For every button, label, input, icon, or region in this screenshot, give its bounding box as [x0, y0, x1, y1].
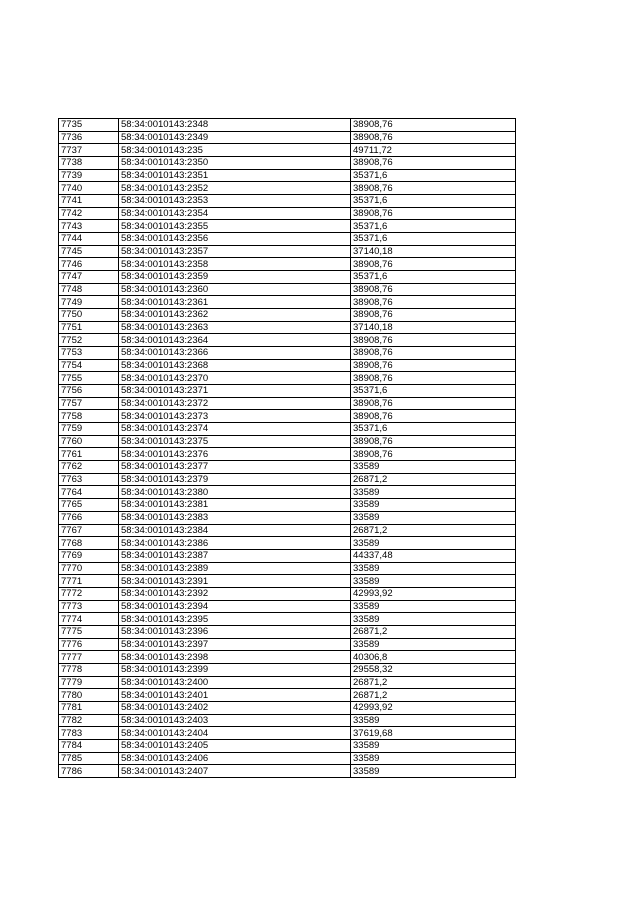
- value-cell: 33589: [351, 714, 516, 727]
- cadastral-number-cell: 58:34:0010143:2375: [119, 435, 351, 448]
- row-number-cell: 7779: [59, 676, 119, 689]
- value-cell: 35371,6: [351, 233, 516, 246]
- value-cell: 38908,76: [351, 207, 516, 220]
- cadastral-number-cell: 58:34:0010143:2374: [119, 423, 351, 436]
- row-number-cell: 7769: [59, 549, 119, 562]
- table-row: [59, 182, 516, 195]
- table-row: [59, 486, 516, 499]
- cadastral-number-cell: 58:34:0010143:2405: [119, 739, 351, 752]
- table-row: [59, 511, 516, 524]
- cadastral-number-cell: 58:34:0010143:2403: [119, 714, 351, 727]
- row-number-cell: 7737: [59, 144, 119, 157]
- cadastral-number-cell: 58:34:0010143:2364: [119, 334, 351, 347]
- value-cell: 35371,6: [351, 220, 516, 233]
- row-number-cell: 7784: [59, 739, 119, 752]
- row-number-cell: 7778: [59, 663, 119, 676]
- table-row: [59, 752, 516, 765]
- table-row: [59, 296, 516, 309]
- value-cell: 35371,6: [351, 385, 516, 398]
- cadastral-number-cell: 58:34:0010143:2401: [119, 689, 351, 702]
- value-cell: 26871,2: [351, 689, 516, 702]
- cadastral-number-cell: 58:34:0010143:2353: [119, 195, 351, 208]
- cadastral-number-cell: 58:34:0010143:2348: [119, 119, 351, 132]
- table-row: [59, 144, 516, 157]
- value-cell: 33589: [351, 600, 516, 613]
- row-number-cell: 7759: [59, 423, 119, 436]
- value-cell: 40306,8: [351, 651, 516, 664]
- row-number-cell: 7765: [59, 499, 119, 512]
- value-cell: 38908,76: [351, 347, 516, 360]
- table-row: [59, 739, 516, 752]
- row-number-cell: 7768: [59, 537, 119, 550]
- cadastral-number-cell: 58:34:0010143:2397: [119, 638, 351, 651]
- table-row: [59, 701, 516, 714]
- row-number-cell: 7773: [59, 600, 119, 613]
- table-row: [59, 689, 516, 702]
- row-number-cell: 7785: [59, 752, 119, 765]
- row-number-cell: 7739: [59, 169, 119, 182]
- table-row: [59, 271, 516, 284]
- row-number-cell: 7782: [59, 714, 119, 727]
- table-row: [59, 613, 516, 626]
- table-row: [59, 473, 516, 486]
- cadastral-number-cell: 58:34:0010143:2402: [119, 701, 351, 714]
- cadastral-number-cell: 58:34:0010143:2380: [119, 486, 351, 499]
- row-number-cell: 7783: [59, 727, 119, 740]
- cadastral-number-cell: 58:34:0010143:2399: [119, 663, 351, 676]
- row-number-cell: 7740: [59, 182, 119, 195]
- value-cell: 35371,6: [351, 195, 516, 208]
- row-number-cell: 7781: [59, 701, 119, 714]
- table-row: [59, 499, 516, 512]
- value-cell: 44337,48: [351, 549, 516, 562]
- row-number-cell: 7767: [59, 524, 119, 537]
- table-row: [59, 537, 516, 550]
- cadastral-number-cell: 58:34:0010143:2381: [119, 499, 351, 512]
- table-row: [59, 385, 516, 398]
- table-row: [59, 587, 516, 600]
- value-cell: 37140,18: [351, 321, 516, 334]
- cadastral-number-cell: 58:34:0010143:2349: [119, 131, 351, 144]
- value-cell: 35371,6: [351, 271, 516, 284]
- table-row: [59, 549, 516, 562]
- data-table: [58, 118, 516, 778]
- row-number-cell: 7747: [59, 271, 119, 284]
- table-row: [59, 195, 516, 208]
- cadastral-number-cell: 58:34:0010143:2391: [119, 575, 351, 588]
- cadastral-number-cell: 58:34:0010143:2350: [119, 157, 351, 170]
- value-cell: 38908,76: [351, 131, 516, 144]
- table-row: [59, 207, 516, 220]
- cadastral-number-cell: 58:34:0010143:2404: [119, 727, 351, 740]
- value-cell: 38908,76: [351, 258, 516, 271]
- row-number-cell: 7755: [59, 372, 119, 385]
- cadastral-number-cell: 58:34:0010143:2361: [119, 296, 351, 309]
- row-number-cell: 7738: [59, 157, 119, 170]
- table-row: [59, 220, 516, 233]
- cadastral-number-cell: 58:34:0010143:2377: [119, 461, 351, 474]
- cadastral-number-cell: 58:34:0010143:2400: [119, 676, 351, 689]
- cadastral-number-cell: 58:34:0010143:2354: [119, 207, 351, 220]
- row-number-cell: 7766: [59, 511, 119, 524]
- table-row: [59, 372, 516, 385]
- row-number-cell: 7764: [59, 486, 119, 499]
- table-row: [59, 714, 516, 727]
- value-cell: 26871,2: [351, 625, 516, 638]
- cadastral-number-cell: 58:34:0010143:2406: [119, 752, 351, 765]
- cadastral-number-cell: 58:34:0010143:2356: [119, 233, 351, 246]
- value-cell: 38908,76: [351, 296, 516, 309]
- row-number-cell: 7741: [59, 195, 119, 208]
- cadastral-number-cell: 58:34:0010143:2358: [119, 258, 351, 271]
- cadastral-number-cell: 58:34:0010143:2384: [119, 524, 351, 537]
- table-row: [59, 283, 516, 296]
- table-row: [59, 309, 516, 322]
- cadastral-number-cell: 58:34:0010143:2363: [119, 321, 351, 334]
- value-cell: 38908,76: [351, 283, 516, 296]
- row-number-cell: 7750: [59, 309, 119, 322]
- value-cell: 33589: [351, 499, 516, 512]
- value-cell: 29558,32: [351, 663, 516, 676]
- cadastral-number-cell: 58:34:0010143:2376: [119, 448, 351, 461]
- value-cell: 37140,18: [351, 245, 516, 258]
- cadastral-number-cell: 58:34:0010143:2362: [119, 309, 351, 322]
- value-cell: 38908,76: [351, 372, 516, 385]
- row-number-cell: 7753: [59, 347, 119, 360]
- cadastral-number-cell: 58:34:0010143:2389: [119, 562, 351, 575]
- table-row: [59, 435, 516, 448]
- table-row: [59, 423, 516, 436]
- value-cell: 33589: [351, 486, 516, 499]
- table-row: [59, 119, 516, 132]
- table-row: [59, 397, 516, 410]
- value-cell: 38908,76: [351, 334, 516, 347]
- table-row: [59, 448, 516, 461]
- cadastral-number-cell: 58:34:0010143:2366: [119, 347, 351, 360]
- row-number-cell: 7752: [59, 334, 119, 347]
- value-cell: 33589: [351, 752, 516, 765]
- value-cell: 33589: [351, 575, 516, 588]
- table-row: [59, 169, 516, 182]
- table-row: [59, 524, 516, 537]
- cadastral-number-cell: 58:34:0010143:2355: [119, 220, 351, 233]
- row-number-cell: 7743: [59, 220, 119, 233]
- row-number-cell: 7786: [59, 765, 119, 778]
- table-row: [59, 562, 516, 575]
- row-number-cell: 7780: [59, 689, 119, 702]
- row-number-cell: 7775: [59, 625, 119, 638]
- value-cell: 33589: [351, 562, 516, 575]
- table-row: [59, 575, 516, 588]
- cadastral-number-cell: 58:34:0010143:2357: [119, 245, 351, 258]
- cadastral-number-cell: 58:34:0010143:2372: [119, 397, 351, 410]
- row-number-cell: 7735: [59, 119, 119, 132]
- row-number-cell: 7751: [59, 321, 119, 334]
- value-cell: 38908,76: [351, 119, 516, 132]
- value-cell: 35371,6: [351, 169, 516, 182]
- row-number-cell: 7742: [59, 207, 119, 220]
- row-number-cell: 7772: [59, 587, 119, 600]
- row-number-cell: 7746: [59, 258, 119, 271]
- table-row: [59, 663, 516, 676]
- cadastral-number-cell: 58:34:0010143:2352: [119, 182, 351, 195]
- cadastral-number-cell: 58:34:0010143:2360: [119, 283, 351, 296]
- row-number-cell: 7744: [59, 233, 119, 246]
- table-row: [59, 676, 516, 689]
- value-cell: 42993,92: [351, 701, 516, 714]
- value-cell: 38908,76: [351, 448, 516, 461]
- cadastral-number-cell: 58:34:0010143:2396: [119, 625, 351, 638]
- row-number-cell: 7777: [59, 651, 119, 664]
- value-cell: 37619,68: [351, 727, 516, 740]
- table-row: [59, 321, 516, 334]
- row-number-cell: 7756: [59, 385, 119, 398]
- value-cell: 38908,76: [351, 309, 516, 322]
- value-cell: 38908,76: [351, 435, 516, 448]
- value-cell: 38908,76: [351, 397, 516, 410]
- value-cell: 33589: [351, 511, 516, 524]
- cadastral-number-cell: 58:34:0010143:235: [119, 144, 351, 157]
- cadastral-number-cell: 58:34:0010143:2395: [119, 613, 351, 626]
- cadastral-number-cell: 58:34:0010143:2387: [119, 549, 351, 562]
- row-number-cell: 7770: [59, 562, 119, 575]
- table-row: [59, 131, 516, 144]
- table-row: [59, 347, 516, 360]
- row-number-cell: 7760: [59, 435, 119, 448]
- table-row: [59, 600, 516, 613]
- value-cell: 49711,72: [351, 144, 516, 157]
- cadastral-number-cell: 58:34:0010143:2386: [119, 537, 351, 550]
- table-row: [59, 651, 516, 664]
- cadastral-number-cell: 58:34:0010143:2359: [119, 271, 351, 284]
- row-number-cell: 7748: [59, 283, 119, 296]
- value-cell: 38908,76: [351, 359, 516, 372]
- table-row: [59, 233, 516, 246]
- value-cell: 33589: [351, 461, 516, 474]
- value-cell: 33589: [351, 638, 516, 651]
- value-cell: 38908,76: [351, 410, 516, 423]
- cadastral-number-cell: 58:34:0010143:2407: [119, 765, 351, 778]
- value-cell: 26871,2: [351, 524, 516, 537]
- cadastral-number-cell: 58:34:0010143:2394: [119, 600, 351, 613]
- cadastral-number-cell: 58:34:0010143:2370: [119, 372, 351, 385]
- value-cell: 33589: [351, 613, 516, 626]
- row-number-cell: 7745: [59, 245, 119, 258]
- cadastral-number-cell: 58:34:0010143:2371: [119, 385, 351, 398]
- cadastral-number-cell: 58:34:0010143:2379: [119, 473, 351, 486]
- table-row: [59, 157, 516, 170]
- row-number-cell: 7776: [59, 638, 119, 651]
- cadastral-number-cell: 58:34:0010143:2383: [119, 511, 351, 524]
- value-cell: 35371,6: [351, 423, 516, 436]
- table-body: [59, 119, 516, 778]
- value-cell: 26871,2: [351, 676, 516, 689]
- cadastral-number-cell: 58:34:0010143:2392: [119, 587, 351, 600]
- table-row: [59, 625, 516, 638]
- value-cell: 38908,76: [351, 182, 516, 195]
- row-number-cell: 7758: [59, 410, 119, 423]
- value-cell: 26871,2: [351, 473, 516, 486]
- row-number-cell: 7754: [59, 359, 119, 372]
- row-number-cell: 7736: [59, 131, 119, 144]
- cadastral-number-cell: 58:34:0010143:2373: [119, 410, 351, 423]
- value-cell: 33589: [351, 765, 516, 778]
- table-row: [59, 258, 516, 271]
- table-row: [59, 638, 516, 651]
- table-row: [59, 461, 516, 474]
- value-cell: 33589: [351, 739, 516, 752]
- value-cell: 38908,76: [351, 157, 516, 170]
- row-number-cell: 7762: [59, 461, 119, 474]
- value-cell: 33589: [351, 537, 516, 550]
- table-row: [59, 765, 516, 778]
- row-number-cell: 7763: [59, 473, 119, 486]
- row-number-cell: 7774: [59, 613, 119, 626]
- table-row: [59, 245, 516, 258]
- cadastral-number-cell: 58:34:0010143:2398: [119, 651, 351, 664]
- table-row: [59, 410, 516, 423]
- row-number-cell: 7749: [59, 296, 119, 309]
- table-row: [59, 334, 516, 347]
- table-row: [59, 359, 516, 372]
- row-number-cell: 7761: [59, 448, 119, 461]
- row-number-cell: 7757: [59, 397, 119, 410]
- cadastral-number-cell: 58:34:0010143:2351: [119, 169, 351, 182]
- cadastral-number-cell: 58:34:0010143:2368: [119, 359, 351, 372]
- value-cell: 42993,92: [351, 587, 516, 600]
- row-number-cell: 7771: [59, 575, 119, 588]
- table-row: [59, 727, 516, 740]
